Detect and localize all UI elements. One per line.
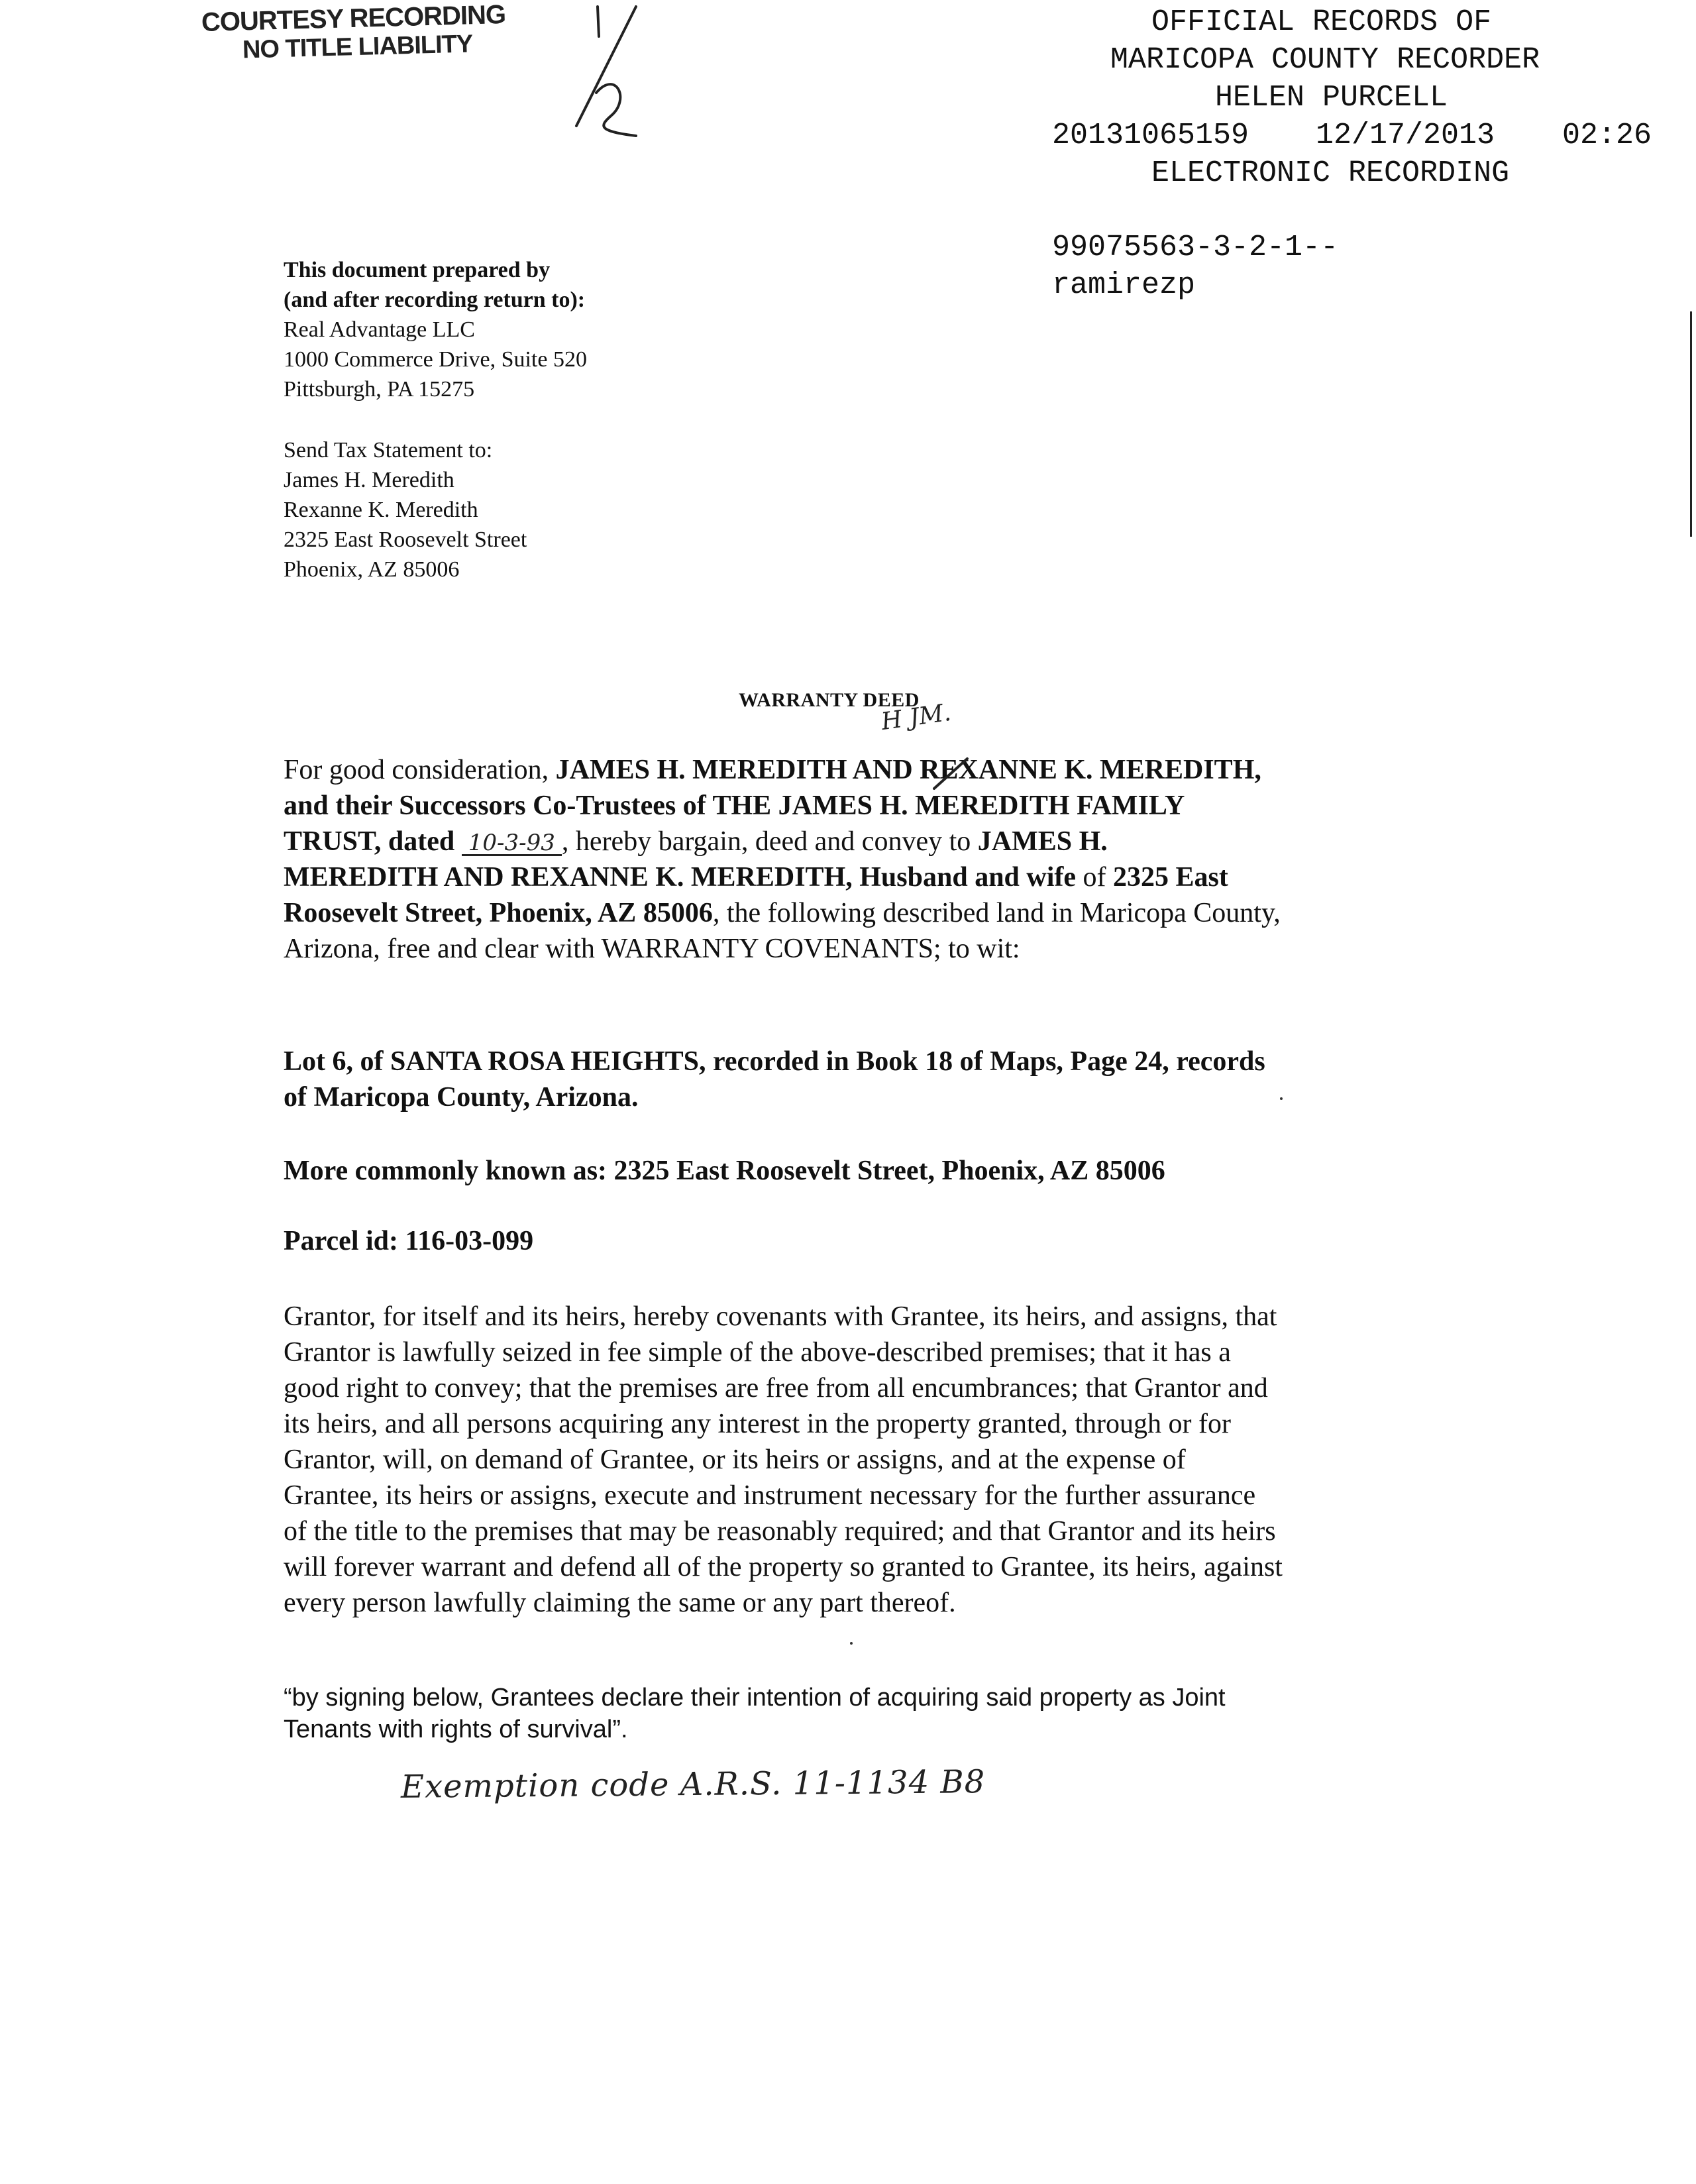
conveyance-line-3: TRUST, dated 10-3-93 , hereby bargain, deed and convey to JAMES H. xyxy=(284,826,1108,857)
covenant-line: of the title to the premises that may be reasonably required; and that Grantor and its heirs xyxy=(284,1516,1276,1547)
joint-tenancy-line-1: “by signing below, Grantees declare their intention of acquiring said property as Joint xyxy=(284,1684,1226,1712)
recorder-type: ELECTRONIC RECORDING xyxy=(1151,156,1510,190)
covenant-line: Grantor, for itself and its heirs, hereby covenants with Grantee, its heirs, and assigns, that xyxy=(284,1301,1277,1332)
prepared-by-heading-1: This document prepared by xyxy=(284,258,551,282)
parcel-id: Parcel id: 116-03-099 xyxy=(284,1226,534,1256)
scan-edge-line xyxy=(1690,311,1692,537)
conveyance-line-6: Arizona, free and clear with WARRANTY COVENANTS; to wit: xyxy=(284,934,1020,964)
covenant-line: Grantor, will, on demand of Grantee, or its heirs or assigns, and at the expense of xyxy=(284,1445,1186,1475)
recorder-date: 12/17/2013 xyxy=(1316,119,1495,152)
recorder-clerk: ramirezp xyxy=(1052,268,1196,302)
scan-speck xyxy=(1280,1097,1283,1100)
tax-statement-name-1: James H. Meredith xyxy=(284,468,454,492)
handwritten-page-mark xyxy=(570,0,669,142)
prepared-by-street: 1000 Commerce Drive, Suite 520 xyxy=(284,347,587,372)
tax-statement-city: Phoenix, AZ 85006 xyxy=(284,557,460,582)
handwritten-trust-date: 10-3-93 xyxy=(462,832,562,856)
covenant-line: will forever warrant and defend all of the property so granted to Grantee, its heirs, against xyxy=(284,1552,1283,1582)
conveyance-line-2: and their Successors Co-Trustees of THE JAMES H. MEREDITH FAMILY xyxy=(284,791,1185,821)
covenant-line: its heirs, and all persons acquiring any interest in the property granted, through or for xyxy=(284,1409,1231,1439)
recorder-time: 02:26 xyxy=(1562,119,1652,152)
document-title: WARRANTY DEED xyxy=(739,689,920,711)
covenant-line: every person lawfully claiming the same or any part thereof. xyxy=(284,1588,956,1618)
conveyance-paragraph xyxy=(284,752,1423,967)
conveyance-line-4: MEREDITH AND REXANNE K. MEREDITH, Husband and wife of 2325 East xyxy=(284,862,1228,893)
conveyance-line-1: For good consideration, JAMES H. MEREDITH AND REXANNE K. MEREDITH, xyxy=(284,755,1261,785)
joint-tenancy-line-2: Tenants with rights of survival”. xyxy=(284,1716,628,1743)
covenant-line: Grantee, its heirs or assigns, execute and instrument necessary for the further assurance xyxy=(284,1480,1256,1511)
prepared-by-city: Pittsburgh, PA 15275 xyxy=(284,377,475,402)
tax-statement-name-2: Rexanne K. Meredith xyxy=(284,498,478,522)
prepared-by-heading-2: (and after recording return to): xyxy=(284,288,586,312)
recorder-line-1: OFFICIAL RECORDS OF xyxy=(1151,5,1492,39)
covenant-line: good right to convey; that the premises are free from all encumbrances; that Grantor and xyxy=(284,1373,1268,1403)
courtesy-stamp-line2: NO TITLE LIABILITY xyxy=(242,30,473,64)
tax-statement-block xyxy=(284,435,527,584)
conveyance-line-5: Roosevelt Street, Phoenix, AZ 85006, the following described land in Maricopa County, xyxy=(284,898,1281,928)
courtesy-stamp-line1: COURTESY RECORDING xyxy=(201,0,506,38)
covenant-paragraph xyxy=(284,1299,1283,1621)
joint-tenancy-statement xyxy=(284,1682,1226,1745)
handwritten-initials: H JM. xyxy=(879,698,953,736)
commonly-known-as: More commonly known as: 2325 East Roosevelt Street, Phoenix, AZ 85006 xyxy=(284,1156,1165,1186)
prepared-by-name: Real Advantage LLC xyxy=(284,317,475,342)
tax-statement-heading: Send Tax Statement to: xyxy=(284,438,493,463)
scan-speck xyxy=(850,1642,853,1645)
recorder-batch-id: 99075563-3-2-1-- xyxy=(1052,231,1339,264)
recorder-fee-number: 20131065159 xyxy=(1052,119,1249,152)
handwritten-correction-mark xyxy=(931,755,971,795)
tax-statement-street: 2325 East Roosevelt Street xyxy=(284,527,527,552)
covenant-line: Grantor is lawfully seized in fee simple of the above-described premises; that it has a xyxy=(284,1337,1231,1368)
legal-description-line-1: Lot 6, of SANTA ROSA HEIGHTS, recorded in Book 18 of Maps, Page 24, records xyxy=(284,1046,1265,1077)
recorder-line-3: HELEN PURCELL xyxy=(1215,81,1448,115)
legal-description-line-2: of Maricopa County, Arizona. xyxy=(284,1082,639,1113)
handwritten-exemption-note: Exemption code A.R.S. 11-1134 B8 xyxy=(400,1763,986,1806)
prepared-by-block xyxy=(284,255,587,404)
recorder-line-2: MARICOPA COUNTY RECORDER xyxy=(1110,43,1540,77)
